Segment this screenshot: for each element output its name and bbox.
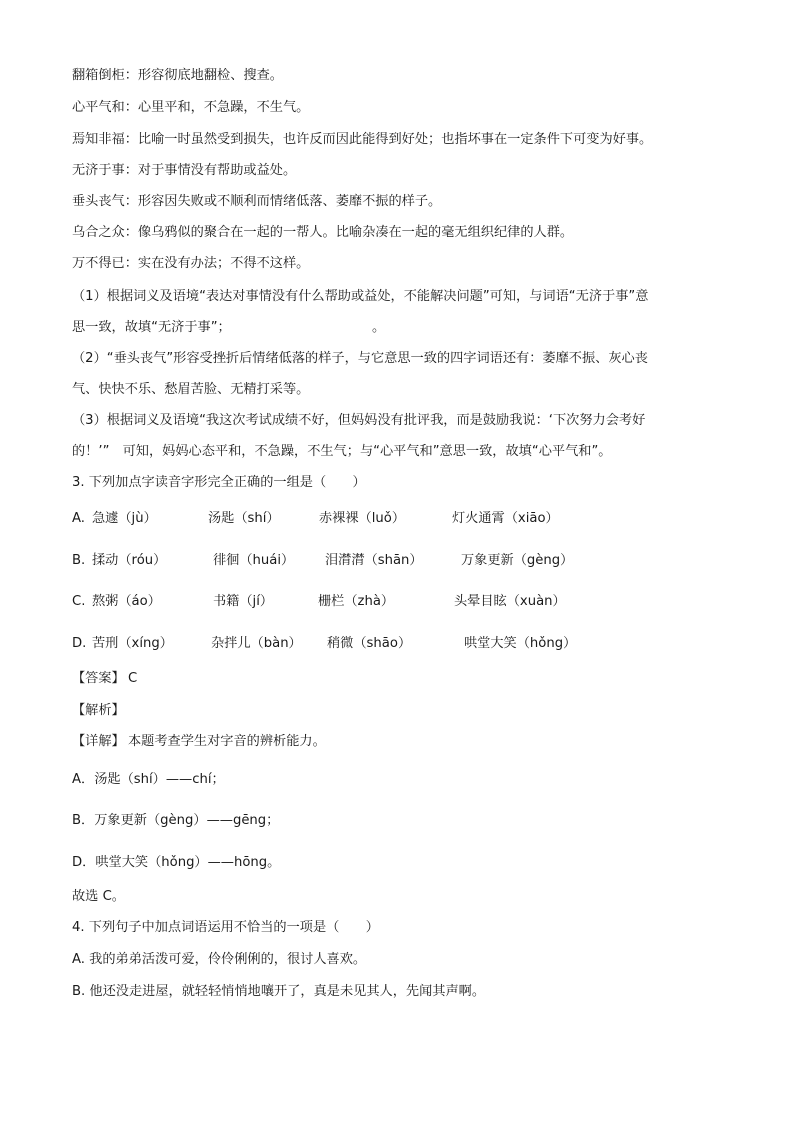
option-item: 熬粥（áo） bbox=[92, 594, 161, 609]
analysis-paragraph-2-line-1: （2）“垂头丧气”形容受挫折后情绪低落的样子，与它意思一致的四字词语还有：萎靡不振、灰心丧 bbox=[72, 351, 648, 366]
correction-line: D．哄堂大笑（hǒng）——hōng。 bbox=[72, 855, 281, 870]
correction-line: A．汤匙（shí）——chí； bbox=[72, 772, 225, 787]
question-3-stem: 3. 下列加点字读音字形完全正确的一组是（ ） bbox=[72, 475, 366, 490]
definition-line: 焉知非福：比喻一时虽然受到损失，也许反而因此能得到好处；也指坏事在一定条件下可变为好事。 bbox=[72, 132, 653, 147]
option-item: 急遽（jù） bbox=[92, 511, 157, 526]
option-item: 稍微（shāo） bbox=[327, 636, 412, 651]
conclusion: 故选 C。 bbox=[72, 889, 125, 904]
analysis-paragraph-2-line-2: 气、快快不乐、愁眉苦脸、无精打采等。 bbox=[72, 382, 310, 397]
option-item: 栅栏（zhà） bbox=[318, 594, 395, 609]
question-4-option-a: A. 我的弟弟活泼可爱，伶伶俐俐的，很讨人喜欢。 bbox=[72, 952, 367, 967]
question-4-option-b: B. 他还没走进屋，就轻轻悄悄地嚷开了，真是未见其人，先闻其声啊。 bbox=[72, 984, 486, 999]
option-item: 苦刑（xíng） bbox=[92, 636, 173, 651]
analysis-paragraph-1-line-1: （1）根据词义及语境“表达对事情没有什么帮助或益处，不能解决问题”可知，与词语“无济于事”意 bbox=[72, 289, 649, 304]
option-item: 灯火通霄（xiāo） bbox=[452, 511, 559, 526]
question-4-stem: 4. 下列句子中加点词语运用不恰当的一项是（ ） bbox=[72, 920, 379, 935]
analysis-paragraph-3-line-1: （3）根据词义及语境“我这次考试成绩不好，但妈妈没有批评我，而是鼓励我说：‘下次努力会考好 bbox=[72, 413, 646, 428]
option-item: 书籍（jí） bbox=[213, 594, 274, 609]
analysis-paragraph-1-end: 。 bbox=[372, 320, 386, 335]
definition-line: 万不得已：实在没有办法；不得不这样。 bbox=[72, 256, 310, 271]
detail-text: 本题考查学生对字音的辨析能力。 bbox=[128, 734, 326, 749]
option-item: 揉动（róu） bbox=[92, 553, 167, 568]
option-letter: A. bbox=[72, 511, 85, 526]
option-item: 哄堂大笑（hǒng） bbox=[464, 636, 577, 651]
option-letter: B. bbox=[72, 553, 86, 568]
definition-line: 心平气和：心里平和，不急躁，不生气。 bbox=[72, 100, 310, 115]
definition-line: 乌合之众：像乌鸦似的聚合在一起的一帮人。比喻杂凑在一起的毫无组织纪律的人群。 bbox=[72, 225, 574, 240]
option-item: 头晕目眩（xuàn） bbox=[454, 594, 566, 609]
option-item: 徘徊（huái） bbox=[213, 553, 295, 568]
option-item: 赤裸裸（luǒ） bbox=[319, 511, 406, 526]
option-letter: D. bbox=[72, 636, 87, 651]
definition-line: 垂头丧气：形容因失败或不顺利而情绪低落、萎靡不振的样子。 bbox=[72, 194, 442, 209]
answer-tag: 【答案】 bbox=[72, 671, 125, 686]
option-item: 杂拌儿（bàn） bbox=[211, 636, 302, 651]
option-letter: C. bbox=[72, 594, 86, 609]
option-item: 万象更新（gèng） bbox=[461, 553, 574, 568]
definition-line: 翻箱倒柜：形容彻底地翻检、搜查。 bbox=[72, 68, 283, 83]
correction-line: B．万象更新（gèng）——gēng； bbox=[72, 813, 280, 828]
answer-value: C bbox=[128, 671, 138, 686]
analysis-paragraph-1-line-2: 思一致，故填“无济于事”； bbox=[72, 320, 231, 335]
analysis-tag: 【解析】 bbox=[72, 703, 125, 718]
option-item: 汤匙（shí） bbox=[208, 511, 280, 526]
option-item: 泪潸潸（shān） bbox=[325, 553, 423, 568]
analysis-paragraph-3-line-2: 的！’” 可知，妈妈心态平和，不急躁，不生气；与“心平气和”意思一致，故填“心平气和”。 bbox=[72, 444, 612, 459]
definition-line: 无济于事：对于事情没有帮助或益处。 bbox=[72, 163, 297, 178]
detail-tag: 【详解】 bbox=[72, 734, 125, 749]
